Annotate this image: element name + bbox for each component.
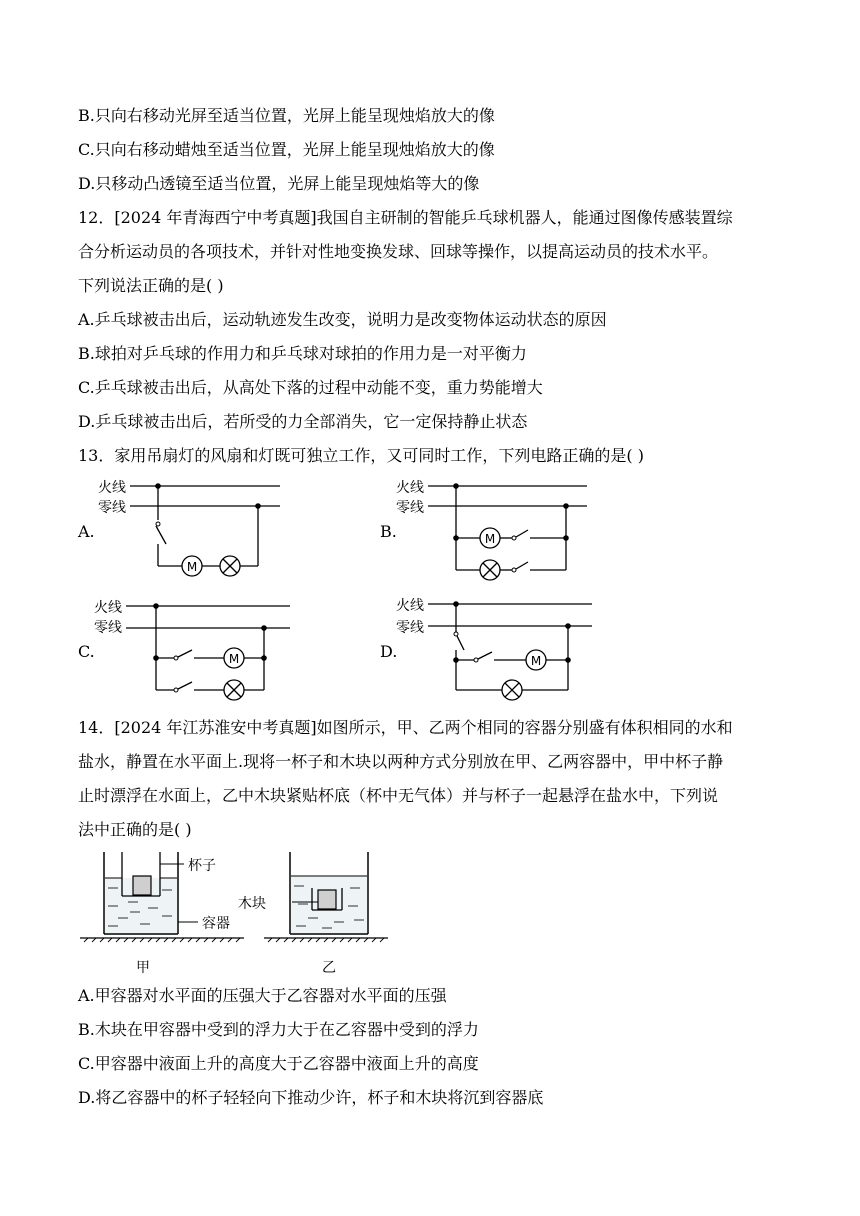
q14-option-c: C.甲容器中液面上升的高度大于乙容器中液面上升的高度 bbox=[78, 1054, 479, 1073]
neutral-wire-label: 零线 bbox=[94, 620, 122, 636]
live-wire-label: 火线 bbox=[396, 598, 424, 614]
motor-symbol: M bbox=[228, 652, 240, 666]
yi-label: 乙 bbox=[322, 960, 336, 976]
q13-option-b-label: B. bbox=[380, 522, 397, 541]
q13-option-c-label: C. bbox=[78, 642, 95, 661]
motor-symbol: M bbox=[186, 560, 198, 574]
q14-stem-line2: 盐水，静置在水平面上.现将一杯子和木块以两种方式分别放在甲、乙两容器中，甲中杯子静 bbox=[78, 752, 724, 771]
q12-stem-line2: 合分析运动员的各项技术，并针对性地变换发球、回球等操作，以提高运动员的技术水平。 bbox=[78, 242, 719, 261]
circuit-a-diagram bbox=[90, 474, 290, 584]
q13-option-a-label: A. bbox=[78, 522, 95, 541]
q12-stem-line1: 12．[2024 年青海西宁中考真题]我国自主研制的智能乒乓球机器人，能通过图像传感装置综 bbox=[78, 208, 733, 227]
q14-stem-line1: 14．[2024 年江苏淮安中考真题]如图所示，甲、乙两个相同的容器分别盛有体积相同的水和 bbox=[78, 718, 733, 737]
q13-stem: 13．家用吊扇灯的风扇和灯既可独立工作，又可同时工作，下列电路正确的是( ) bbox=[78, 446, 644, 465]
live-wire-label: 火线 bbox=[98, 480, 126, 496]
container-label: 容器 bbox=[202, 916, 230, 932]
live-wire-label: 火线 bbox=[396, 480, 424, 496]
motor-symbol: M bbox=[484, 532, 496, 546]
q14-option-d: D.将乙容器中的杯子轻轻向下推动少许，杯子和木块将沉到容器底 bbox=[78, 1088, 544, 1107]
neutral-wire-label: 零线 bbox=[396, 620, 424, 636]
containers-diagram bbox=[78, 848, 398, 980]
cup-label: 杯子 bbox=[188, 858, 216, 874]
q14-stem-line3: 止时漂浮在水面上，乙中木块紧贴杯底（杯中无气体）并与杯子一起悬浮在盐水中，下列说 bbox=[78, 786, 719, 805]
block-label: 木块 bbox=[238, 896, 266, 912]
q12-option-c: C.乒乓球被击出后，从高处下落的过程中动能不变，重力势能增大 bbox=[78, 378, 543, 397]
q11-option-b: B.只向右移动光屏至适当位置，光屏上能呈现烛焰放大的像 bbox=[78, 106, 495, 125]
q11-option-d: D.只移动凸透镜至适当位置，光屏上能呈现烛焰等大的像 bbox=[78, 174, 480, 193]
q13-option-d-label: D. bbox=[380, 642, 398, 661]
motor-symbol: M bbox=[530, 654, 542, 668]
q14-stem-line4: 法中正确的是( ) bbox=[78, 820, 192, 839]
q12-option-d: D.乒乓球被击出后，若所受的力全部消失，它一定保持静止状态 bbox=[78, 412, 528, 431]
q12-stem-line3: 下列说法正确的是( ) bbox=[78, 276, 224, 295]
live-wire-label: 火线 bbox=[94, 600, 122, 616]
circuit-b-diagram bbox=[392, 474, 602, 584]
q14-option-b: B.木块在甲容器中受到的浮力大于在乙容器中受到的浮力 bbox=[78, 1020, 479, 1039]
neutral-wire-label: 零线 bbox=[98, 500, 126, 516]
circuit-c-diagram bbox=[90, 594, 300, 706]
neutral-wire-label: 零线 bbox=[396, 500, 424, 516]
q12-option-a: A.乒乓球被击出后，运动轨迹发生改变，说明力是改变物体运动状态的原因 bbox=[78, 310, 607, 329]
jia-label: 甲 bbox=[136, 960, 150, 976]
q11-option-c: C.只向右移动蜡烛至适当位置，光屏上能呈现烛焰放大的像 bbox=[78, 140, 495, 159]
circuit-d-diagram bbox=[392, 594, 602, 706]
q12-option-b: B.球拍对乒乓球的作用力和乒乓球对球拍的作用力是一对平衡力 bbox=[78, 344, 527, 363]
q14-option-a: A.甲容器对水平面的压强大于乙容器对水平面的压强 bbox=[78, 986, 447, 1005]
